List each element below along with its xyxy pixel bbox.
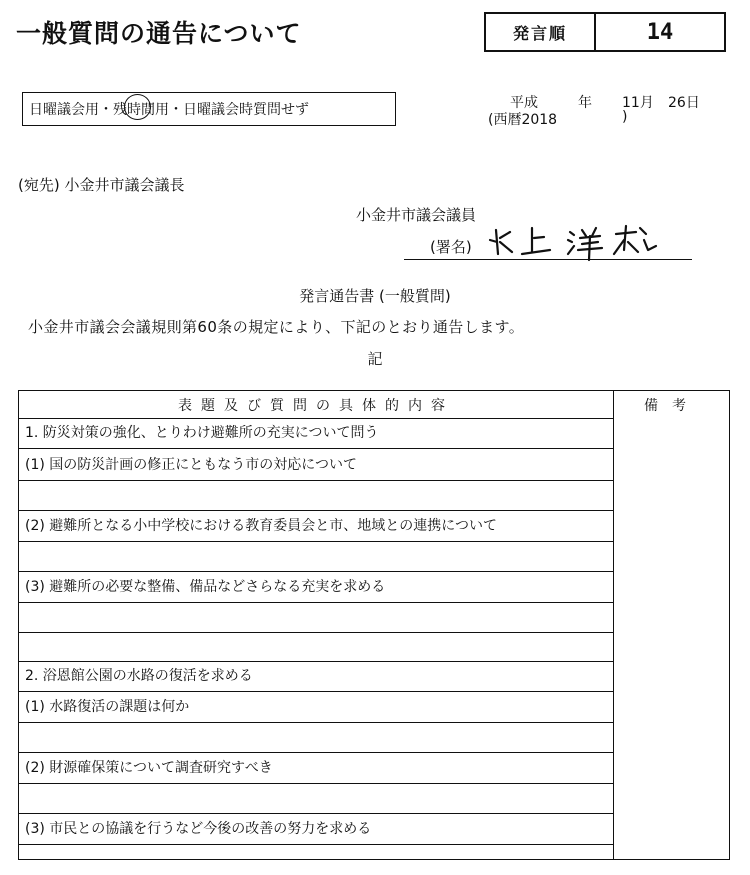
content-column-header: 表題及び質問の具体的内容 [19,391,613,419]
table-row [19,662,613,692]
table-row [19,784,613,814]
ki-mark: 記 [367,350,383,368]
table-row [19,603,613,633]
date-close-paren: ) [622,109,628,125]
table-row [19,814,613,845]
table-row [19,633,613,662]
addressee: (宛先) 小金井市議会議長 [18,176,185,194]
question-table [18,390,730,860]
table-row [19,723,613,753]
intro-text: 小金井市議会会議規則第60条の規定により、下記のとおり通告します。 [28,318,525,336]
table-row [19,845,613,875]
table-row [19,692,613,723]
table-row [19,511,613,542]
row-text: (3) 避難所の必要な整備、備品などさらなる充実を求める [25,579,386,595]
notes-column-header: 備考 [644,398,700,414]
speaking-order-label: 発言順 [486,14,596,50]
form-heading: 発言通告書 (一般質問) [299,287,451,305]
date-era: 平成 [510,95,538,111]
date-year-label: 年 [578,95,592,111]
document-title: 一般質問の通告について [16,19,302,48]
sender-title: 小金井市議会議員 [356,206,477,224]
speaking-order-number: 14 [646,19,674,45]
row-text: (1) 水路復活の課題は何か [25,699,190,715]
table-row [19,419,613,449]
row-text: 1. 防災対策の強化、とりわけ避難所の充実について問う [25,425,379,441]
column-divider [613,391,614,859]
table-row [19,481,613,511]
row-text: (3) 市民との協議を行うなど今後の改善の努力を求める [25,821,372,837]
date-day: 26日 [668,95,700,111]
session-option-text-2: 間用・日曜議会時質問せず [141,102,309,118]
table-row [19,753,613,784]
row-text: 2. 浴恩館公園の水路の復活を求める [25,668,253,684]
speaking-order-box [484,12,726,52]
table-row [19,542,613,572]
row-text: (1) 国の防災計画の修正にともなう市の対応について [25,457,357,473]
signature-label: (署名) [430,238,472,256]
session-option-box [22,92,396,126]
session-option-text-1: 日曜議会用・残 [29,102,127,118]
date-month: 11月 [622,95,654,111]
row-text: (2) 避難所となる小中学校における教育委員会と市、地域との連携について [25,518,497,534]
table-row [19,449,613,481]
table-row [19,572,613,603]
circled-option: 時 [127,99,141,119]
handwritten-signature [488,220,678,262]
row-text: (2) 財源確保策について調査研究すべき [25,760,273,776]
date-western-year: (西暦2018 [488,112,558,128]
